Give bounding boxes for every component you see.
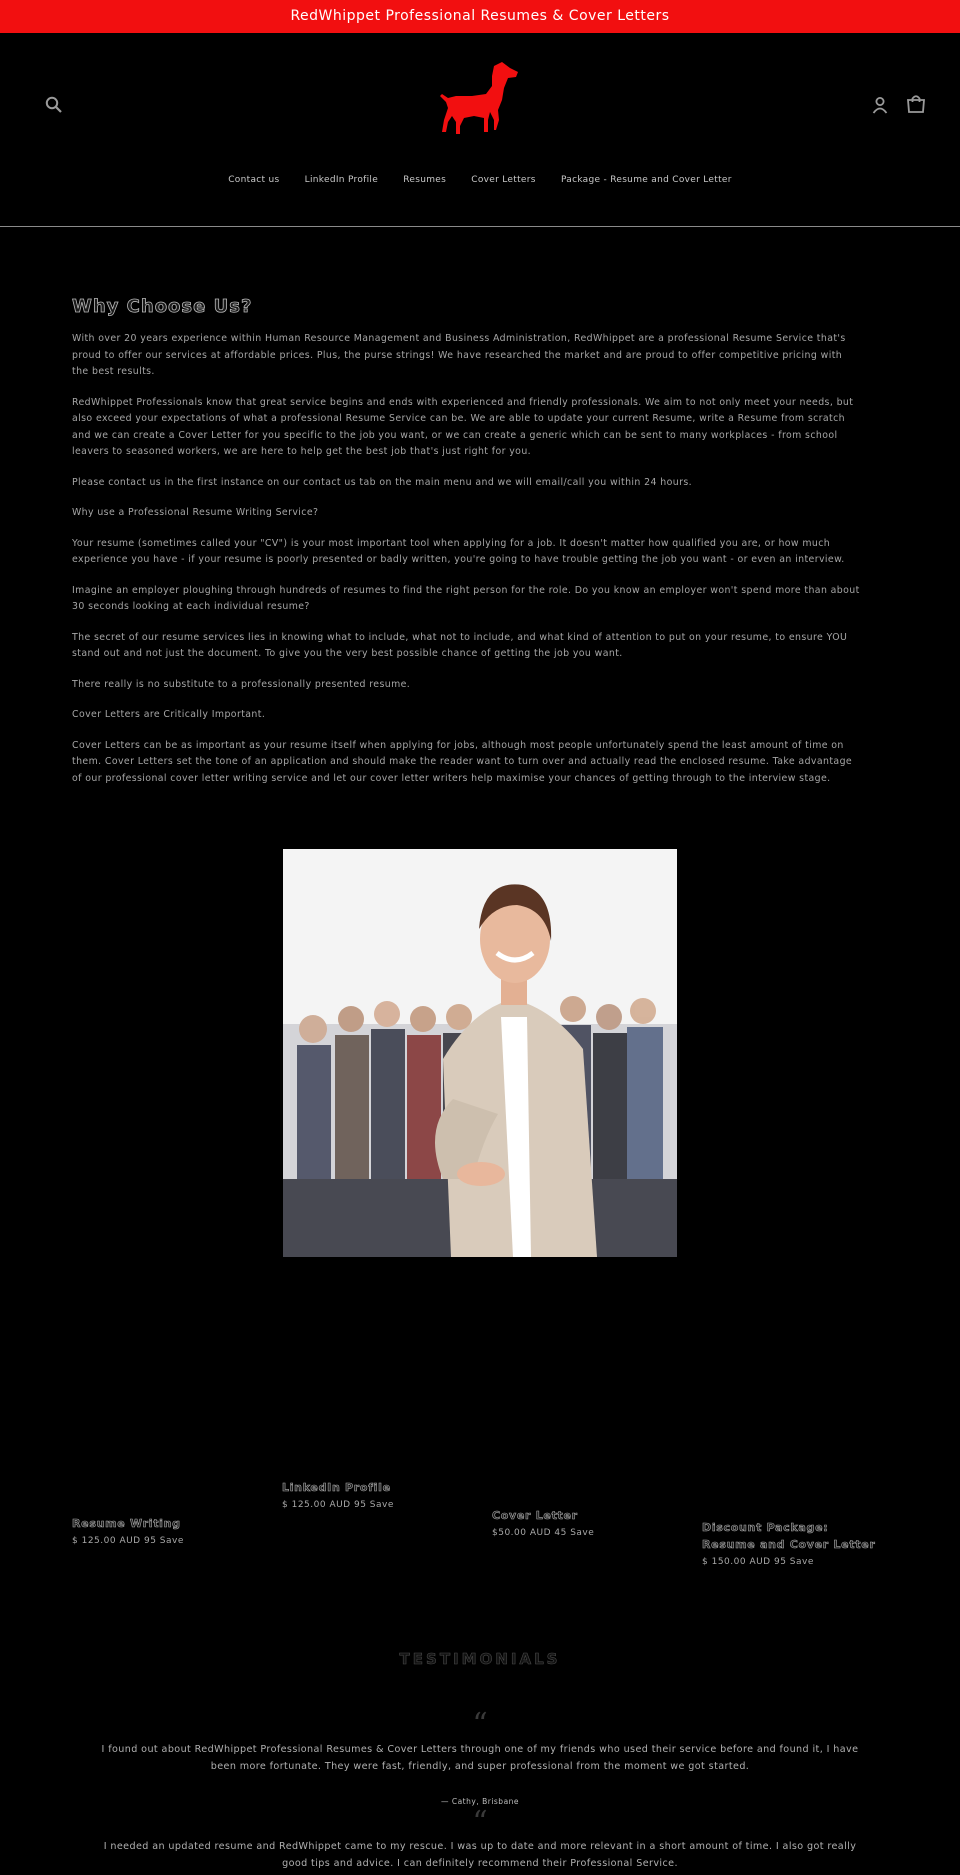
product-price: $ 125.00 AUD 95 Save xyxy=(72,1536,184,1546)
product-title[interactable]: Resume Writing xyxy=(72,1517,181,1530)
announcement-bar xyxy=(0,0,960,33)
page-title: Why Choose Us? xyxy=(72,296,253,317)
product-title-line2[interactable]: Resume and Cover Letter xyxy=(702,1538,876,1551)
site-header xyxy=(0,33,960,227)
paragraph: Cover Letters are Critically Important. xyxy=(72,709,266,720)
testimonial-text: I needed an updated resume and RedWhippet came to my rescue. I was up to date and more relevant in a short amount of time. I also got really good tips and advice. I can definitely recommend their Professional Service. xyxy=(103,1841,857,1869)
testimonials-heading: TESTIMONIALS xyxy=(399,1650,561,1668)
header-divider xyxy=(0,226,960,227)
product-price: $50.00 AUD 45 Save xyxy=(492,1528,595,1538)
account-icon[interactable] xyxy=(870,95,890,115)
nav-cover-letters[interactable]: Cover Letters xyxy=(471,175,536,185)
product-price: $ 125.00 AUD 95 Save xyxy=(282,1500,394,1510)
paragraph: Why use a Professional Resume Writing Service? xyxy=(72,507,319,518)
testimonial-author: — Cathy, Brisbane xyxy=(440,1797,520,1806)
product-title[interactable]: Cover Letter xyxy=(492,1509,578,1522)
brand-logo[interactable] xyxy=(436,58,522,154)
main-nav xyxy=(0,175,960,185)
nav-resumes[interactable]: Resumes xyxy=(403,175,447,185)
paragraph: Imagine an employer ploughing through hundreds of resumes to find the right person for the role. Do you know an employer won't spend more than about 30 seconds looking at each individual resume? xyxy=(72,584,860,612)
product-card[interactable] xyxy=(282,1479,502,1510)
testimonial-text: I found out about RedWhippet Professional Resumes & Cover Letters through one of my friends who used their service before and found it, I have been more fortunate. They were fast, friendly, and super professional from the moment we got started. xyxy=(101,1744,859,1772)
paragraph: Cover Letters can be as important as your resume itself when applying for jobs, although most people unfortunately spend the least amount of time on them. Cover Letters set the tone of an application and should make the reader want to turn over and actually read the enclosed resume. Take advantage of our professional cover letter writing service and let our cover letter writers help maximise your chances of getting through to the interview stage. xyxy=(72,739,853,784)
businesswoman-photo xyxy=(283,849,677,1257)
product-card[interactable] xyxy=(492,1507,712,1538)
paragraph: There really is no substitute to a professionally presented resume. xyxy=(72,678,411,690)
quote-icon: “ xyxy=(472,1707,488,1742)
search-icon[interactable] xyxy=(44,95,64,115)
product-title[interactable]: Discount Package: xyxy=(702,1521,829,1534)
main-content xyxy=(72,296,862,801)
product-card[interactable] xyxy=(702,1519,922,1567)
nav-linkedin-profile[interactable]: LinkedIn Profile xyxy=(304,175,379,185)
product-title[interactable]: LinkedIn Profile xyxy=(282,1481,391,1494)
product-price: $ 150.00 AUD 95 Save xyxy=(702,1557,814,1567)
paragraph: With over 20 years experience within Human Resource Management and Business Administration, RedWhippet are a professional Resume Service that's proud to offer our services at affordable prices. Plus, the purse strings! We have researched the market and are proud to offer competitive pricing with the best results. xyxy=(72,333,846,377)
paragraph: RedWhippet Professionals know that great service begins and ends with experienced and friendly professionals. We aim to not only meet your needs, but also exceed your expectations of what a professional Resume Service can be. We are able to update your current Resume, write a Resume from scratch and we can create a Cover Letter for you specific to the job you want, or we can create a generic which can be sent to many workplaces - from school leavers to seasoned workers, we are here to help get the best job that's just right for you. xyxy=(72,396,854,457)
announcement-text: RedWhippet Professional Resumes & Cover Letters xyxy=(290,8,670,24)
nav-contact-us[interactable]: Contact us xyxy=(228,175,280,185)
paragraph: Please contact us in the first instance on our contact us tab on the main menu and we will email/call you within 24 hours. xyxy=(72,476,693,488)
cart-icon[interactable] xyxy=(905,93,927,115)
quote-icon: “ xyxy=(472,1805,488,1840)
product-card[interactable] xyxy=(72,1515,292,1546)
paragraph: The secret of our resume services lies in knowing what to include, what not to include, and what kind of attention to put on your resume, to ensure YOU stand out and not just the document. To give you the very best possible chance of getting the job you want. xyxy=(72,631,848,659)
nav-package[interactable]: Package - Resume and Cover Letter xyxy=(560,175,732,185)
paragraph: Your resume (sometimes called your "CV") is your most important tool when applying for a job. It doesn't matter how qualified you are, or how much experience you have - if your resume is poorly presented or badly written, you're going to have trouble getting the job you want - or even an interview. xyxy=(72,537,845,565)
